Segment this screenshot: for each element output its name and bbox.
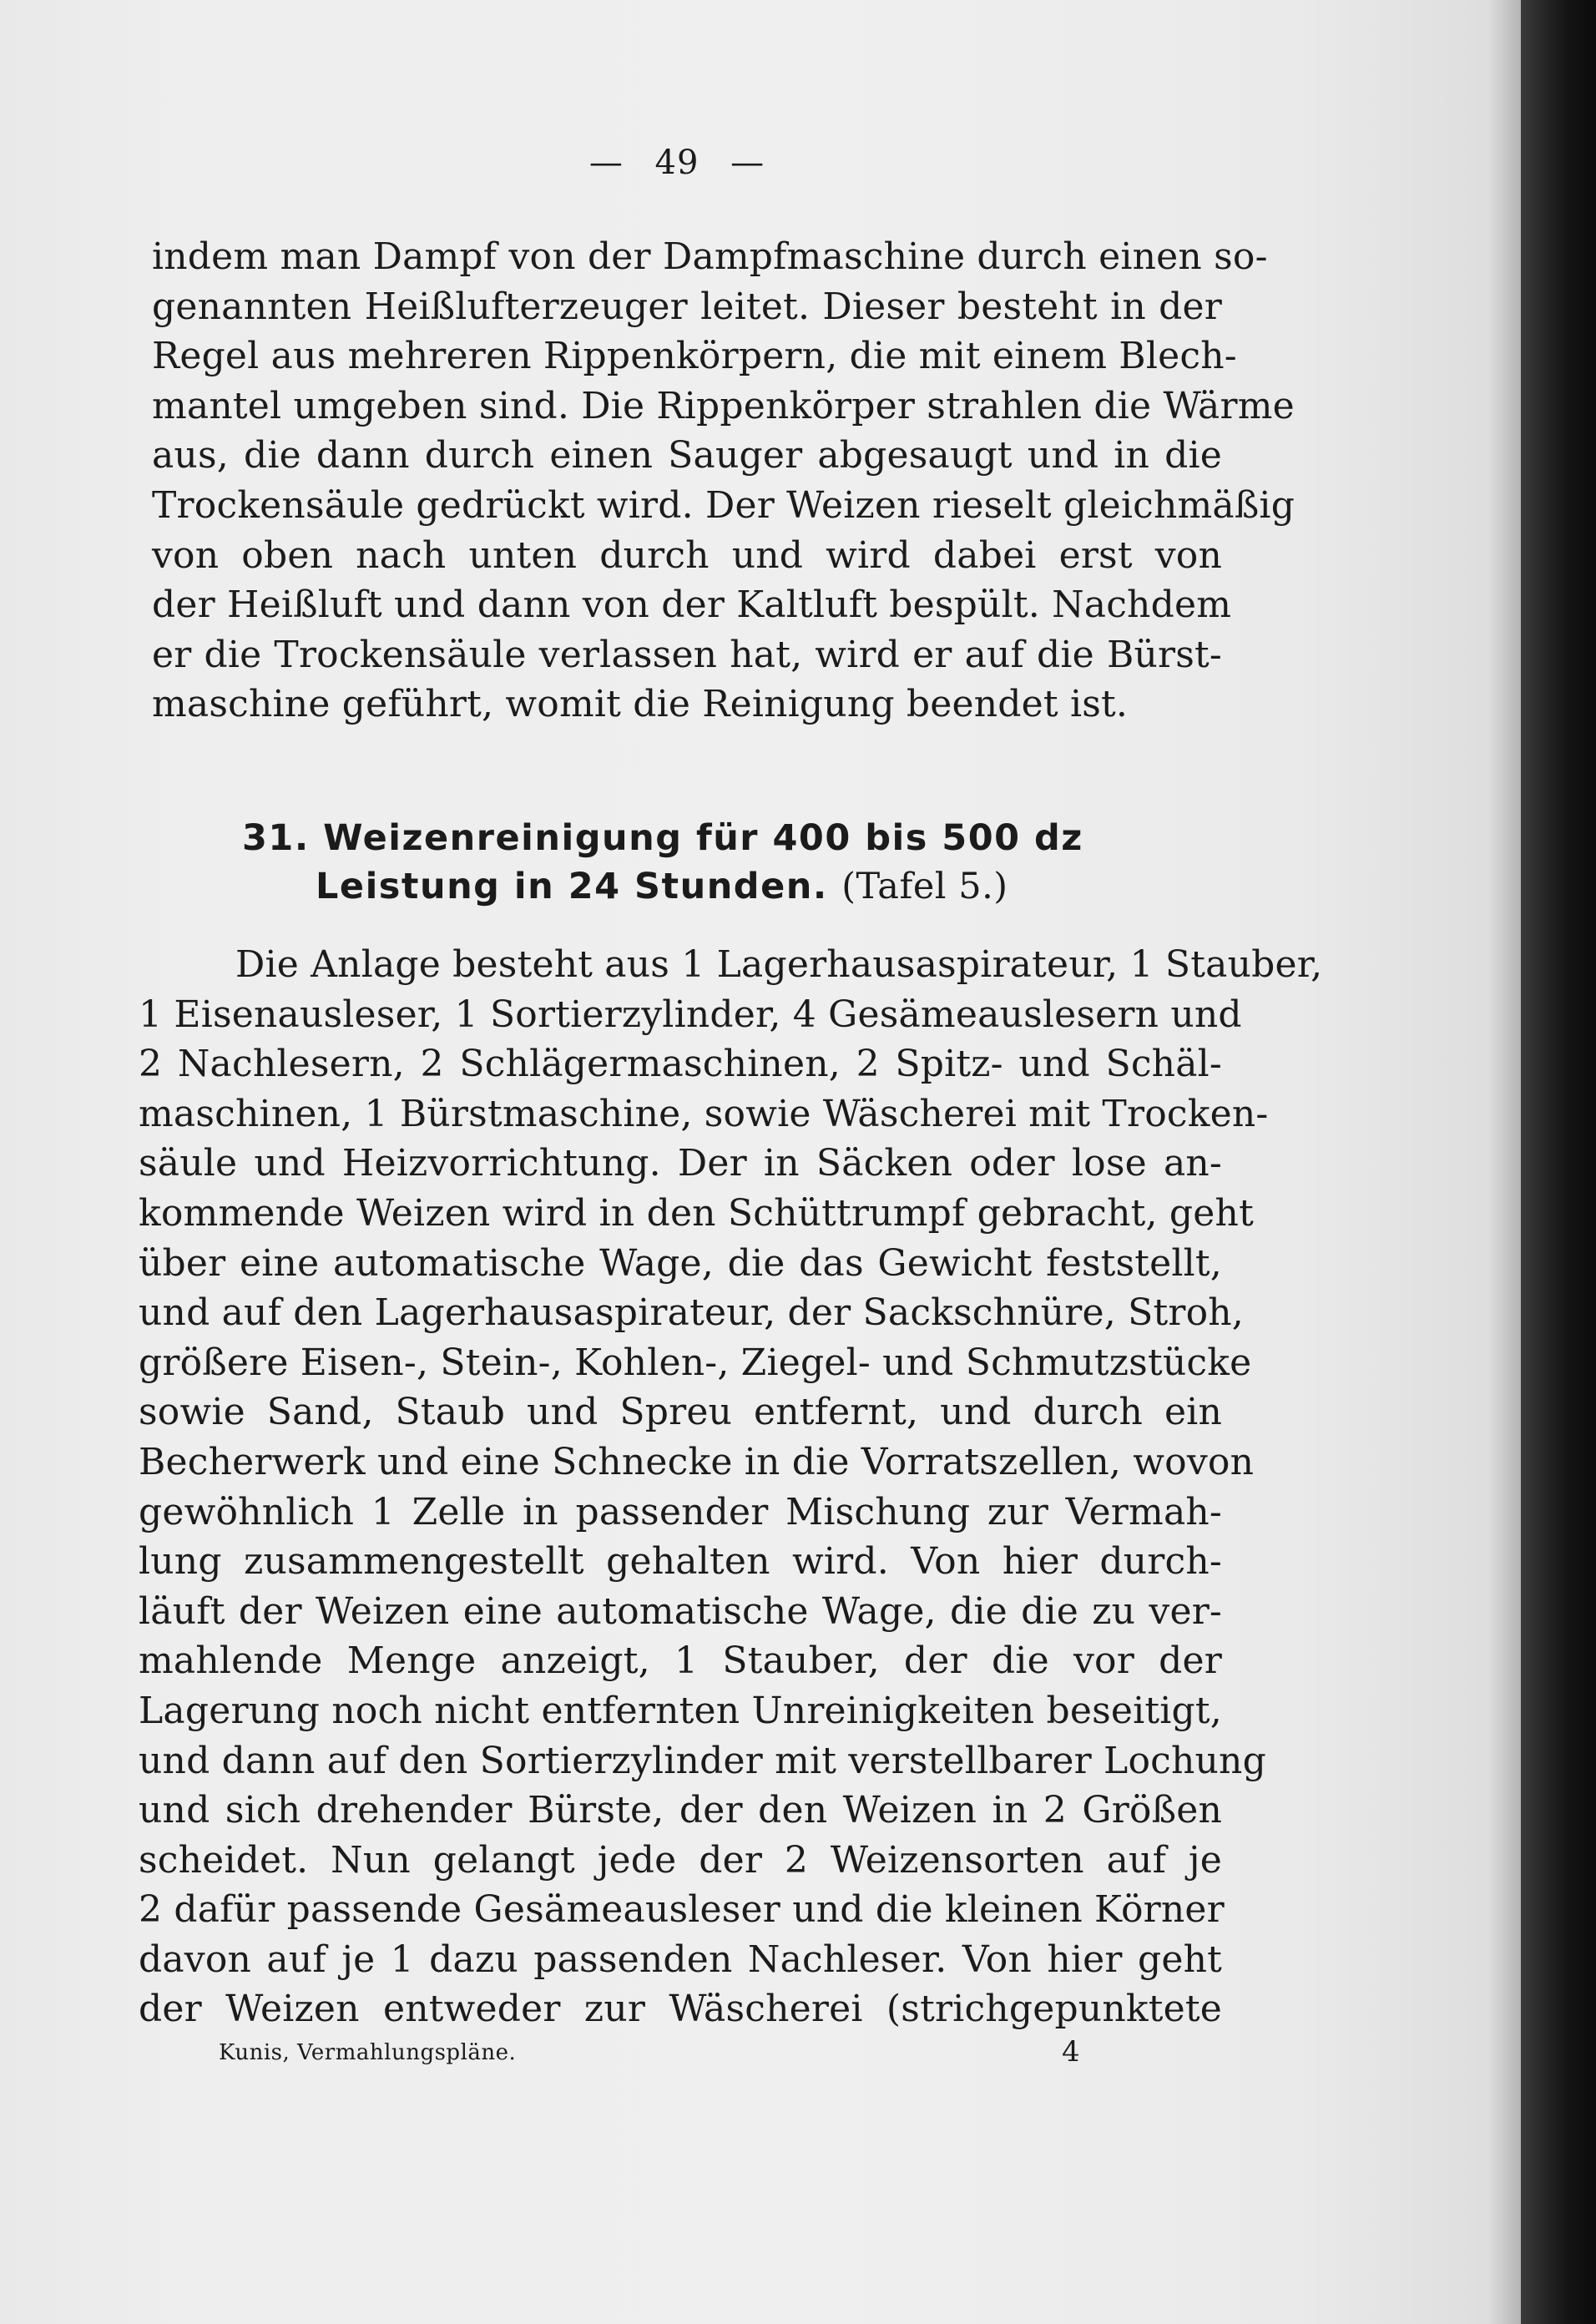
text-line: der Weizen entweder zur Wäscherei (strichgepunktete	[139, 1988, 1222, 2031]
text-line: 1 Eisenausleser, 1 Sortierzylinder, 4 Gesämeauslesern und	[139, 993, 1242, 1036]
text-line: aus, die dann durch einen Sauger abgesaugt und in die	[152, 434, 1222, 477]
text-line: läuft der Weizen eine automatische Wage, die die zu ver-	[139, 1589, 1222, 1633]
plate-reference: (Tafel 5.)	[841, 866, 1008, 907]
text-line: gewöhnlich 1 Zelle in passender Mischung zur Vermah-	[139, 1490, 1222, 1533]
text-line: indem man Dampf von der Dampfmaschine durch einen so-	[152, 235, 1268, 278]
text-line: Becherwerk und eine Schnecke in die Vorratszellen, wovon	[139, 1440, 1255, 1483]
text-line: genannten Heißlufterzeuger leitet. Dieser besteht in der	[152, 285, 1222, 328]
text-line: Lagerung noch nicht entfernten Unreinigkeiten beseitigt,	[139, 1689, 1222, 1732]
text-line: mahlende Menge anzeigt, 1 Stauber, der die vor der	[139, 1639, 1222, 1683]
text-line: säule und Heizvorrichtung. Der in Säcken oder lose an-	[139, 1142, 1222, 1185]
paragraph-2	[139, 940, 1323, 2034]
section-title-line-1: Weizenreinigung für 400 bis 500 dz	[323, 817, 1083, 859]
text-line: er die Trockensäule verlassen hat, wird er auf die Bürst-	[152, 633, 1222, 676]
text-line: und dann auf den Sortierzylinder mit verstellbarer Lochung	[139, 1739, 1266, 1782]
text-line: maschine geführt, womit die Reinigung beendet ist.	[152, 683, 1129, 726]
text-line: davon auf je 1 dazu passenden Nachleser. Von hier geht	[139, 1938, 1222, 1981]
section-title-line-2: Leistung in 24 Stunden.	[316, 866, 828, 907]
header-dash-right: —	[730, 144, 765, 182]
text-line: mantel umgeben sind. Die Rippenkörper strahlen die Wärme	[152, 384, 1295, 427]
text-line: über eine automatische Wage, die das Gewicht feststellt,	[139, 1241, 1222, 1285]
text-line: Trockensäule gedrückt wird. Der Weizen rieselt gleichmäßig	[152, 483, 1295, 527]
text-line: und sich drehender Bürste, der den Weizen in 2 Größen	[139, 1789, 1222, 1832]
text-line: maschinen, 1 Bürstmaschine, sowie Wäscherei mit Trocken-	[139, 1092, 1269, 1135]
page-number: 49	[654, 144, 700, 182]
text-line: der Heißluft und dann von der Kaltluft bespült. Nachdem	[152, 584, 1232, 627]
section-title-line-2-wrapper	[242, 862, 1244, 911]
text-line: scheidet. Nun gelangt jede der 2 Weizensorten auf je	[139, 1838, 1222, 1882]
text-line: kommende Weizen wird in den Schüttrumpf gebracht, geht	[139, 1191, 1254, 1235]
section-heading	[242, 814, 1244, 911]
text-line: Die Anlage besteht aus 1 Lagerhausaspirateur, 1 Stauber,	[235, 943, 1323, 986]
sheet-number: 4	[1062, 2035, 1081, 2069]
footer-signature: Kunis, Vermahlungspläne.	[219, 2040, 517, 2065]
text-line: 2 Nachlesern, 2 Schlägermaschinen, 2 Spitz- und Schäl-	[139, 1043, 1222, 1086]
text-line: sowie Sand, Staub und Spreu entfernt, und durch ein	[139, 1391, 1222, 1434]
book-spine-shadow	[1521, 0, 1596, 2324]
text-line: von oben nach unten durch und wird dabei erst von	[152, 533, 1222, 577]
text-line: 2 dafür passende Gesämeausleser und die kleinen Körner	[139, 1888, 1225, 1932]
section-number: 31.	[242, 817, 310, 859]
text-line: lung zusammengestellt gehalten wird. Von hier durch-	[139, 1540, 1222, 1584]
text-line: größere Eisen-, Stein-, Kohlen-, Ziegel- und Schmutzstücke	[139, 1341, 1252, 1384]
paragraph-1	[152, 232, 1295, 730]
page-header	[0, 144, 1354, 182]
header-dash-left: —	[588, 144, 624, 182]
text-line: und auf den Lagerhausaspirateur, der Sackschnüre, Stroh,	[139, 1291, 1244, 1335]
page-footer	[219, 2035, 1081, 2069]
text-line: Regel aus mehreren Rippenkörpern, die mit einem Blech-	[152, 335, 1237, 378]
